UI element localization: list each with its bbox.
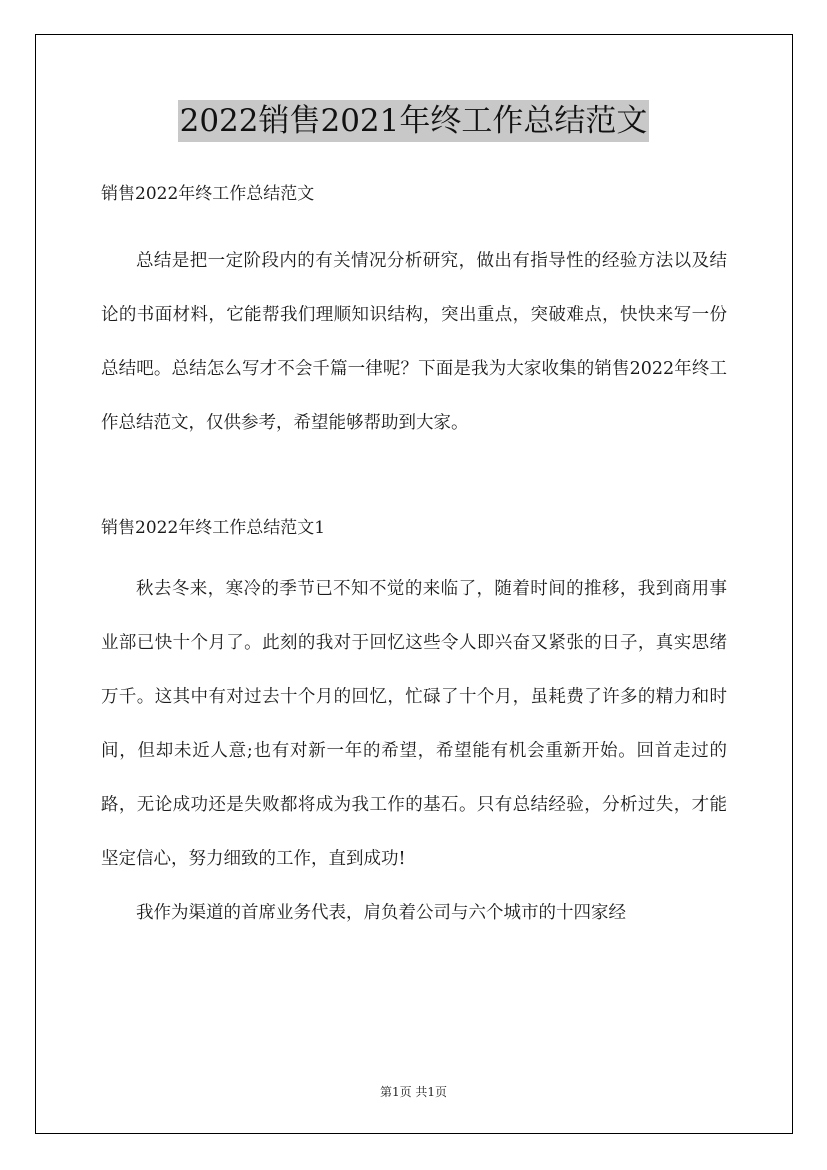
document-title: 2022销售2021年终工作总结范文 [178, 100, 650, 142]
spacer [101, 214, 727, 234]
section-heading: 销售2022年终工作总结范文 [101, 184, 315, 204]
section-heading: 销售2022年终工作总结范文1 [101, 518, 326, 538]
body-paragraph: 秋去冬来，寒冷的季节已不知不觉的来临了，随着时间的推移，我到商用事业部已快十个月了。此刻的我对于回忆这些令人即兴奋又紧张的日子，真实思绪万千。这其中有对过去十个月的回忆，忙碌了十个月，虽耗费了许多的精力和时间，但却未近人意;也有对新一年的希望，希望能有机会重新开始。回首走过的路，无论成功还是失败都将成为我工作的基石。只有总结经验，分析过失，才能坚定信心，努力细致的工作，直到成功! [101, 579, 727, 869]
spacer [101, 450, 727, 508]
title-area [0, 100, 827, 142]
page-footer: 第1页 共1页 [379, 1085, 448, 1099]
intro-paragraph: 总结是把一定阶段内的有关情况分析研究，做出有指导性的经验方法以及结论的书面材料，它能帮我们理顺知识结构，突出重点，突破难点，快快来写一份总结吧。总结怎么写才不会千篇一律呢？下面是我为大家收集的销售2022年终工作总结范文，仅供参考，希望能够帮助到大家。 [101, 251, 727, 433]
spacer [101, 548, 727, 562]
document-body [101, 174, 727, 940]
body-paragraph: 我作为渠道的首席业务代表，肩负着公司与六个城市的十四家经 [136, 903, 626, 923]
